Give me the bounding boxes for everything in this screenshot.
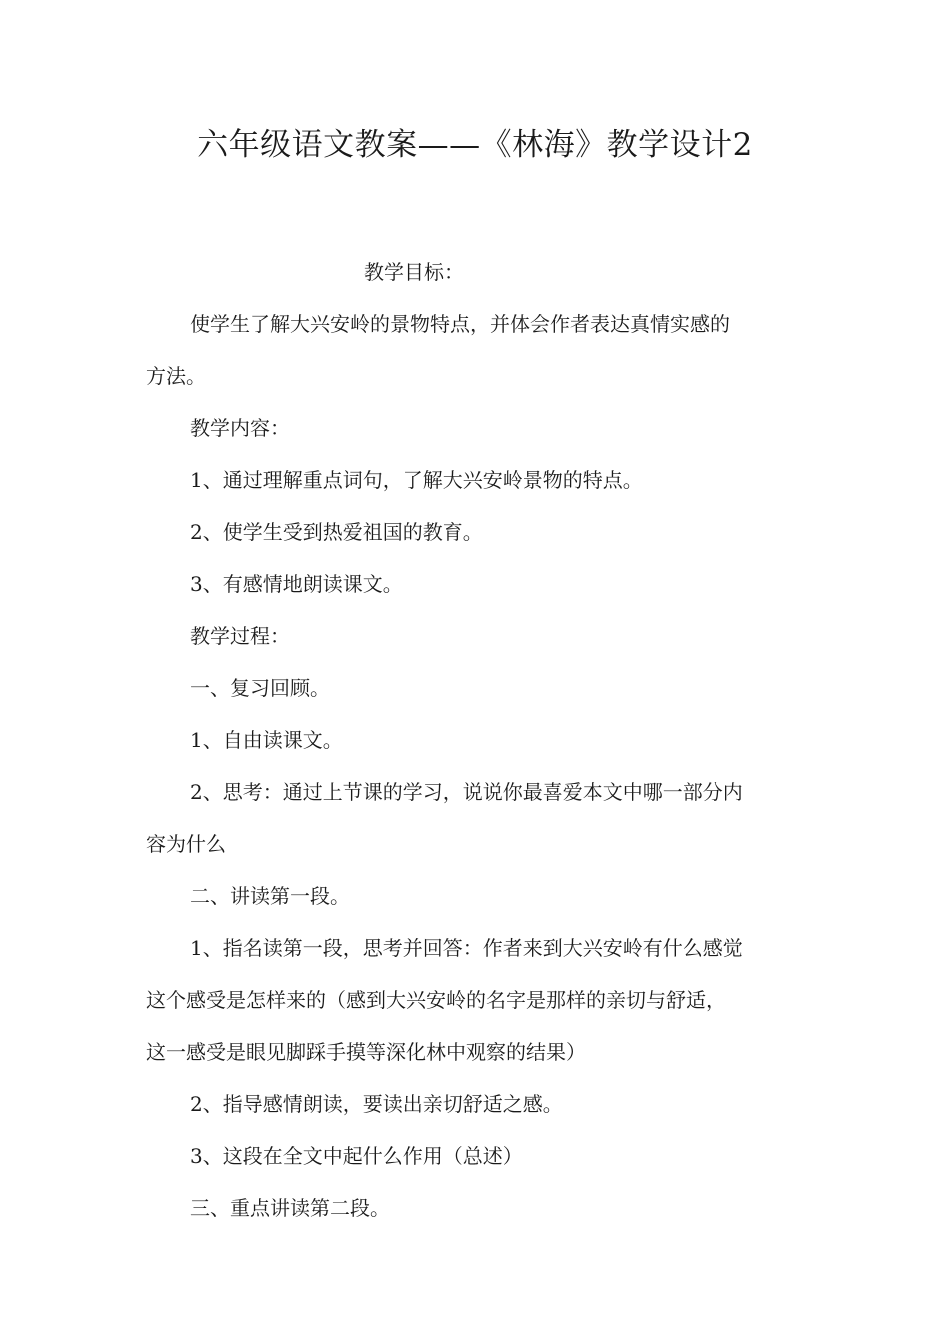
list-item: 1、通过理解重点词句，了解大兴安岭景物的特点。: [190, 468, 643, 492]
list-item: 1、指名读第一段，思考并回答：作者来到大兴安岭有什么感觉: [190, 936, 743, 960]
paragraph-line: 这个感受是怎样来的（感到大兴安岭的名字是那样的亲切与舒适，: [146, 988, 726, 1012]
heading-teaching-process: 教学过程：: [190, 624, 290, 648]
paragraph-line: 方法。: [146, 364, 206, 388]
list-item: 2、指导感情朗读，要读出亲切舒适之感。: [190, 1092, 563, 1116]
heading-teaching-objectives: 教学目标：: [364, 260, 464, 284]
section-heading: 二、讲读第一段。: [190, 884, 350, 908]
list-item: 2、思考：通过上节课的学习，说说你最喜爱本文中哪一部分内: [190, 780, 743, 804]
list-item: 1、自由读课文。: [190, 728, 343, 752]
document-title: 六年级语文教案——《林海》教学设计2: [197, 127, 753, 163]
list-item: 3、有感情地朗读课文。: [190, 572, 403, 596]
section-heading: 一、复习回顾。: [190, 676, 330, 700]
list-item: 2、使学生受到热爱祖国的教育。: [190, 520, 483, 544]
document-body: [146, 246, 810, 1234]
paragraph-line: 容为什么: [146, 832, 226, 856]
paragraph-line: 使学生了解大兴安岭的景物特点，并体会作者表达真情实感的: [190, 312, 730, 336]
list-item: 3、这段在全文中起什么作用（总述）: [190, 1144, 523, 1168]
section-heading: 三、重点讲读第二段。: [190, 1196, 390, 1220]
heading-teaching-content: 教学内容：: [190, 416, 290, 440]
paragraph-line: 这一感受是眼见脚踩手摸等深化林中观察的结果）: [146, 1040, 586, 1064]
